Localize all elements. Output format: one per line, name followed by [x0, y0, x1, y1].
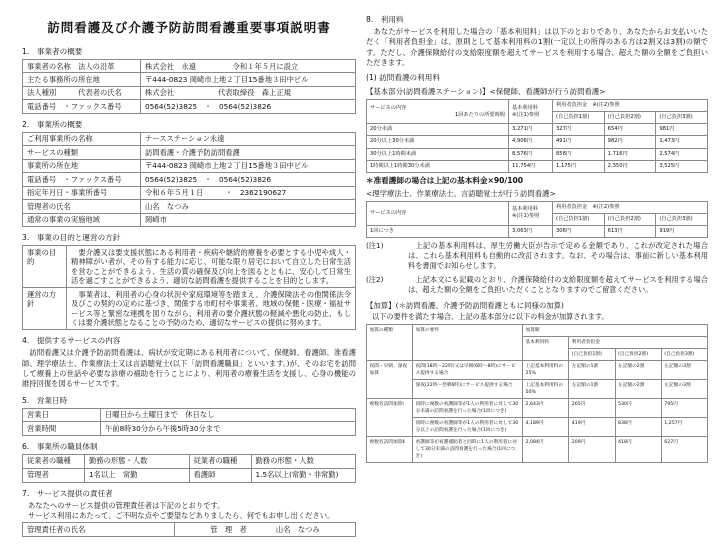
header-burden: 利用者負担金 ※(注2)参照 [553, 100, 708, 112]
cell: 982円 [604, 136, 656, 148]
surcharge-req: 深夜(22時～翌朝6時)にサービス提供する場合 [413, 380, 523, 399]
section-heading-2: 2. 事業所の概要 [22, 119, 83, 129]
field-label: 事業所の所在地 [23, 159, 141, 172]
surcharge-lead: 以下の要件を満たす場合、上記の基本部分に以下の料金が加算されます。 [372, 311, 609, 321]
cell: 4,189円 [523, 418, 569, 437]
cell: 左記額の1割 [569, 360, 615, 379]
field-label: 通常の事業の実施地域 [23, 213, 141, 226]
table-row [367, 418, 708, 437]
section-heading-4: 4. 提供するサービスの内容 [22, 336, 121, 346]
staff-table [22, 454, 356, 483]
table-header-row [367, 324, 708, 336]
cell: 858円 [553, 148, 605, 160]
surcharge-type: 夜間・早朝、深夜加算 [367, 360, 413, 398]
cell: 左記額の1割 [569, 380, 615, 399]
field-label: 電話番号 ・ファックス番号 [23, 173, 141, 186]
header-base-line2: ※(注1)参照 [512, 213, 540, 220]
cell: 530円 [615, 399, 661, 418]
field-value: 株式会社 永遠 令和１年５月に設立 [141, 60, 356, 73]
cell: 627円 [661, 437, 707, 463]
cell: 654円 [604, 124, 656, 136]
section-heading-5: 5. 営業日時 [22, 395, 68, 405]
cell: 2,084円 [523, 437, 569, 463]
table-row [23, 86, 356, 99]
left-column [22, 14, 356, 537]
header-base-fee [509, 100, 553, 124]
header-surcharge-req: 加算の要件 [413, 324, 523, 360]
cell: 2,574円 [656, 148, 708, 160]
cell: 左記額の3割 [661, 360, 707, 379]
header-duration-label: 1回あたりの所要時間 [455, 111, 505, 118]
field-value: 岡崎市 [141, 213, 356, 226]
section-heading-6: 6. 事業所の職員体制 [22, 441, 98, 451]
cell: 20分未満 [367, 124, 509, 136]
table-row [23, 173, 356, 186]
table-row [367, 124, 708, 136]
header-base-fee: 基本利用料 [523, 336, 569, 360]
field-label: 主たる事務所の所在地 [23, 73, 141, 86]
header-burden-30: (自己負担3割) [661, 348, 707, 360]
header-burden-20: (自己負担2割) [604, 112, 656, 124]
cell: 左記額の3割 [661, 380, 707, 399]
fee-subsection-1: (1) 訪問看護の利用料 [366, 73, 440, 83]
office-overview-table [22, 132, 356, 227]
field-value: 訪問看護・介護予防訪問看護 [141, 146, 356, 159]
section-heading-7: 7. サービス提供の責任者 [22, 488, 113, 498]
cell: 看護師 [189, 468, 251, 482]
business-hours-table [22, 408, 356, 436]
table-row [367, 360, 708, 379]
field-label: 電話番号 ・ファックス番号 [23, 100, 141, 113]
note-2-text: 上記本文にも記載のとおり、介護保険給付の支給限度額を超えてサービスを利用する場合は、超えた額の全額をご負担いただくこととなりますのでご留意ください。 [408, 274, 708, 295]
header-burden-30: (自己負担3割) [656, 213, 708, 225]
cell: 1回につき [367, 225, 509, 237]
field-label: ご利用事業所の名称 [23, 132, 141, 145]
cell: 3,063円 [509, 225, 553, 237]
cell: 919円 [656, 225, 708, 237]
cell: 981円 [656, 124, 708, 136]
document-title: 訪問看護及び介護予防訪問看護重要事項説明書 [47, 20, 331, 35]
table-row [23, 288, 356, 330]
header-burden: 利用者負担金 ※(注2)参照 [553, 201, 708, 213]
field-value: 0564(52)3825 ・ 0564(52)3826 [141, 100, 356, 113]
table-row [23, 159, 356, 172]
section-heading-3: 3. 事業の目的と運営の方針 [22, 233, 121, 243]
cell: 1,473円 [656, 136, 708, 148]
header-burden-10: (自己負担1割) [553, 213, 605, 225]
header-base-line1: 基本利用料 [512, 104, 538, 111]
responsible-person-line1: あなたへのサービス提供の管理責任者は下記のとおりです。 [28, 500, 225, 510]
table-header-row [367, 100, 708, 112]
field-label: 法人種別 代表者の氏名 [23, 86, 141, 99]
field-label: 営業日 [23, 408, 101, 421]
table-row [367, 399, 708, 418]
cell: 838円 [615, 418, 661, 437]
basic-fee-therapist-table [366, 201, 708, 238]
cell: 795円 [661, 399, 707, 418]
table-row [23, 213, 356, 226]
operator-overview-table [22, 59, 356, 114]
cell: 1.5名以上(常勤・非常勤) [251, 468, 356, 482]
table-row [23, 246, 356, 288]
header-base-line2: ※(注1)参照 [512, 111, 540, 118]
table-row [367, 437, 708, 463]
surcharge-type: 複数名訪問加算Ⅱ [367, 437, 413, 463]
cell: 1,257円 [661, 418, 707, 437]
field-label: 事業者の名称 法人の沿革 [23, 60, 141, 73]
cell: 3,525円 [656, 160, 708, 172]
cell: 左記額の2割 [615, 380, 661, 399]
cell: 209円 [569, 437, 615, 463]
note-1 [366, 241, 708, 272]
table-row [23, 146, 356, 159]
cell: 2,643円 [523, 399, 569, 418]
table-row [23, 408, 356, 421]
basic-fee-nurse-table [366, 99, 708, 172]
service-description: 訪問看護又は介護予防訪問看護は、病状が安定期にある利用者について、保健師、看護師、准看護師、理学療法士、作業療法士又は言語聴覚士(以下「訪問看護職員」といいます。)が、そのお宅を訪問して療養上の世話や必要な診療の補助を行うことにより、利用者の療養生活を支援し、心身の機能の維持回復を図るサービスです。 [22, 348, 356, 389]
field-label: 運営の方針 [23, 288, 67, 330]
field-value: 日曜日から土曜日まで 休日なし [101, 408, 356, 421]
section-heading-8: 8. 利用料 [366, 15, 404, 24]
field-value: 要介護又は要支援状態にある利用者・疾病や継続的療養を必要とする小児や成人・精神障がい者が、その有する能力に応じ、可能な限り居宅において自立した日常生活を営むことができるよう、生活の質の確保及び向上を図るとともに、安心して日常生活を過ごすことができるよう、適切な訪問看護を提供することを目的とします。 [67, 246, 356, 288]
table-b-caption: <理学療法士、作業療法士、言語聴覚士が行う訪問看護> [366, 188, 556, 198]
cell: 1時間以上1時間30分未満 [367, 160, 509, 172]
field-value: 管 理 者 山名 なつみ [175, 523, 356, 537]
field-label: 事業の目的 [23, 246, 67, 288]
cell: 419円 [569, 418, 615, 437]
header-burden: 利用者負担金 [569, 336, 708, 348]
column-header: 勤務の形態・人数 [251, 454, 356, 468]
table-row [23, 186, 356, 199]
cell: 20分以上30分未満 [367, 136, 509, 148]
surcharge-req: 同時に複数の看護師等が1人の利用者に対して30分以上の訪問看護を行った場合(1回につき) [413, 418, 523, 437]
table-row [23, 422, 356, 435]
field-value: 事業者は、利用者の心身の状況や家庭環境等を踏まえ、介護保険法その他関係法令及びこの契約の定めに基づき、関係する市町村や事業者、地域の保健・医療・福祉サービス等と緊密な連携を図りながら、利用者の要介護状態の軽減や悪化の防止、もしくは要介護状態となることの予防のため、適切なサービスの提供に努めます。 [67, 288, 356, 330]
cell: 上記基本利用料の50% [523, 380, 569, 399]
surcharge-table [366, 324, 708, 464]
cell: 491円 [553, 136, 605, 148]
field-value: 山名 なつみ [141, 200, 356, 213]
manager-table [22, 522, 356, 537]
field-value: ナースステーション永遠 [141, 132, 356, 145]
header-burden-20: (自己負担2割) [615, 348, 661, 360]
cell: 8,576円 [509, 148, 553, 160]
cell: 11,754円 [509, 160, 553, 172]
fee-intro: あなたがサービスを利用した場合の「基本利用料」は以下のとおりであり、あなたからお支払いいただく「利用者負担金」は、原則として基本利用料の1割(一定以上の所得のある方は2割又は3割)の額です。ただし、介護保険給付の支給限度額を超えてサービスを利用する場合、超えた額の全額をご負担いただきます。 [366, 27, 708, 68]
cell: 327円 [553, 124, 605, 136]
field-value: 〒444-0823 岡崎市上地２丁目15番地３田中ビル [141, 73, 356, 86]
cell: 306円 [553, 225, 605, 237]
note-2 [366, 275, 708, 296]
header-burden-30: (自己負担3割) [656, 112, 708, 124]
table-row [367, 148, 708, 160]
cell: 4,906円 [509, 136, 553, 148]
purpose-policy-table [22, 245, 356, 330]
cell: 左記額の2割 [615, 360, 661, 379]
table-a-caption: 【基本部分(訪問看護ステーション)】<保健師、看護師が行う訪問看護> [366, 87, 606, 97]
field-label: 営業時間 [23, 422, 101, 435]
field-value: 令和６年５月１日 ・ 2362190627 [141, 186, 356, 199]
right-column [366, 14, 708, 537]
section-heading-1: 1. 事業者の概要 [22, 47, 83, 56]
header-burden-20: (自己負担2割) [604, 213, 656, 225]
header-burden-10: (自己負担1割) [553, 112, 605, 124]
field-value: 0564(52)3825 ・ 0564(52)3826 [141, 173, 356, 186]
header-surcharge-amount: 加算額 [523, 324, 708, 336]
field-label: サービスの種類 [23, 146, 141, 159]
cell: 1,716円 [604, 148, 656, 160]
header-base-line1: 基本利用料 [512, 206, 538, 213]
field-label: 指定年月日・事業所番号 [23, 186, 141, 199]
field-value: 株式会社 代表取締役 森上正規 [141, 86, 356, 99]
note-2-label: (注2) [366, 274, 384, 284]
table-row [23, 132, 356, 145]
cell: 418円 [615, 437, 661, 463]
table-row [23, 523, 356, 537]
header-service [367, 100, 509, 124]
table-row [23, 73, 356, 86]
cell: 613円 [604, 225, 656, 237]
cell: 3,271円 [509, 124, 553, 136]
cell: 2,350円 [604, 160, 656, 172]
assistant-nurse-note: ＊准看護師の場合は上記の基本料金×90/100 [366, 175, 524, 185]
table-row [367, 225, 708, 237]
field-value: 午前8時30分から午後5時30分まで [101, 422, 356, 435]
cell: 管理者 [23, 468, 85, 482]
table-row [23, 60, 356, 73]
header-burden-10: (自己負担1割) [569, 348, 615, 360]
column-header: 従業者の職種 [23, 454, 85, 468]
table-row [367, 380, 708, 399]
table-row [367, 136, 708, 148]
header-base-fee [509, 201, 553, 225]
surcharge-req: 看護師等が看護補助者と同時に1人の利用者に対して30分未満の訪問看護を行った場合(1回につき) [413, 437, 523, 463]
table-header-row [367, 201, 708, 213]
surcharge-req: 同時に複数の看護師等が1人の利用者に対して30分未満の訪問看護を行った場合(1回につき) [413, 399, 523, 418]
surcharge-req: 夜間(18時～22時)又は早朝(6時～8時)にサービス提供する場合 [413, 360, 523, 379]
cell: 30分以上1時間未満 [367, 148, 509, 160]
table-row [23, 468, 356, 482]
column-header: 勤務の形態・人数 [85, 454, 190, 468]
responsible-person-line2: サービス利用にあたって、ご不明な点やご要望などありましたら、何でもお申し出ください。 [28, 510, 335, 520]
field-value: 〒444-0823 岡崎市上地２丁目15番地３田中ビル [141, 159, 356, 172]
note-1-label: (注1) [366, 240, 384, 250]
header-service-label: サービスの内容 [370, 104, 407, 111]
surcharge-title: 【加算】(＊訪問看護、介護予防訪問看護ともに同様の加算) [366, 300, 564, 310]
table-header-row [23, 454, 356, 468]
cell: 1,175円 [553, 160, 605, 172]
table-row [23, 200, 356, 213]
cell: 上記基本利用料の25% [523, 360, 569, 379]
table-row [23, 100, 356, 113]
note-1-text: 上記の基本利用料は、厚生労働大臣が告示で定める金額であり、これが改定された場合は、これら基本利用料も自動的に改訂されます。なお、その場合は、事前に新しい基本利用料を書面でお知らせします。 [408, 240, 708, 271]
header-service: サービスの内容 [367, 201, 509, 225]
field-label: 管理責任者の氏名 [23, 523, 175, 537]
field-label: 管理者の氏名 [23, 200, 141, 213]
surcharge-type: 複数名訪問加算Ⅰ [367, 399, 413, 437]
table-row [367, 160, 708, 172]
column-header: 従業者の職種 [189, 454, 251, 468]
cell: 1名以上 常勤 [85, 468, 190, 482]
cell: 265円 [569, 399, 615, 418]
header-surcharge-type: 加算の種類 [367, 324, 413, 360]
